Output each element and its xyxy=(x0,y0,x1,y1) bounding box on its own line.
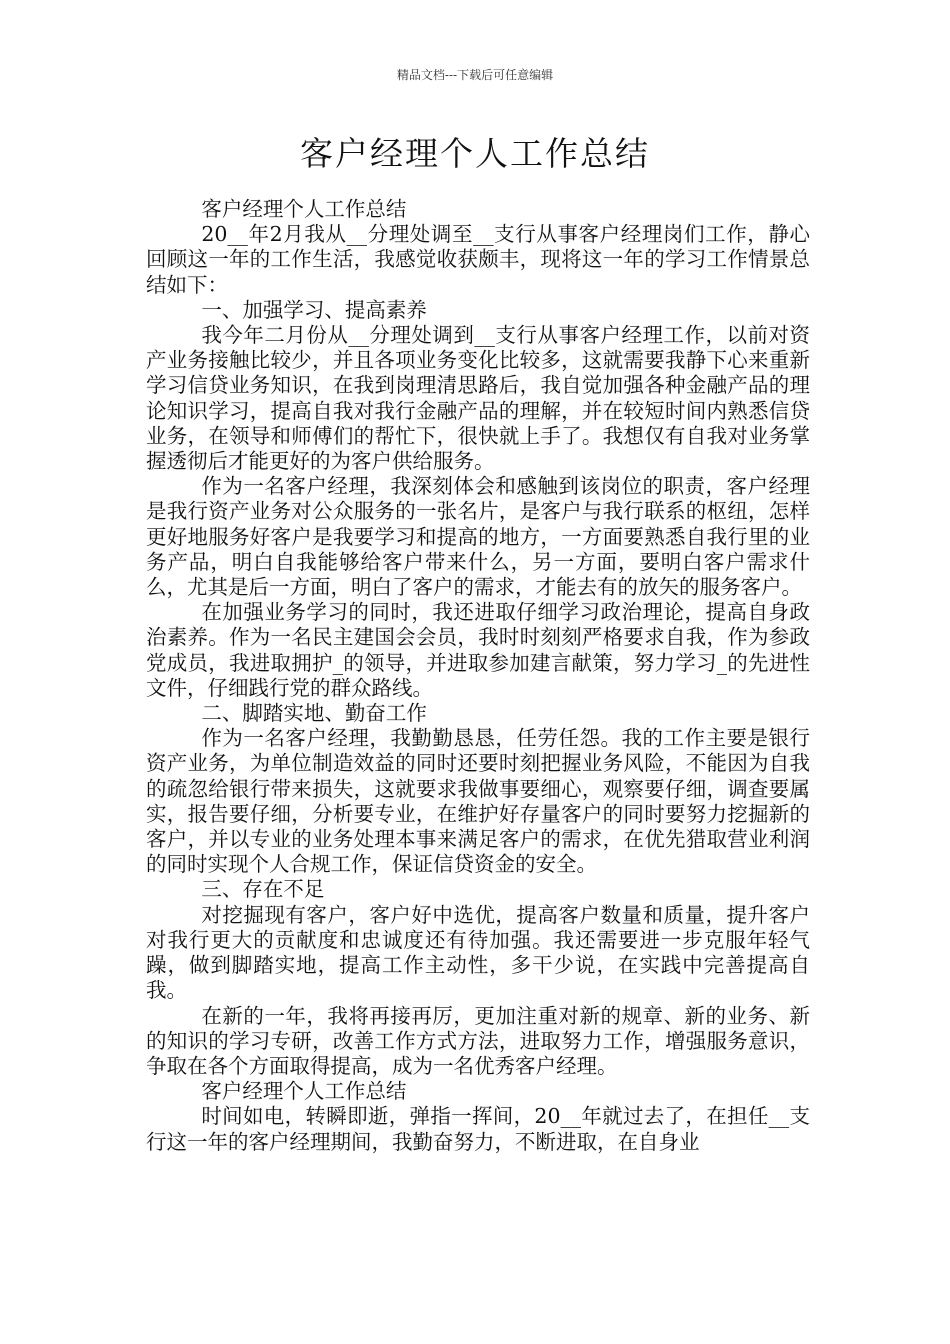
section-heading-2: 二、脚踏实地、勤奋工作 xyxy=(201,701,427,726)
paragraph: 时间如电，转瞬即逝，弹指一挥间，20__年就过去了，在担任__支行这一年的客户经理期间，我勤奋努力，不断进取，在自身业 xyxy=(146,1104,810,1154)
paragraph: 在新的一年，我将再接再厉，更加注重对新的规章、新的业务、新的知识的学习专研，改善工作方式方法，进取努力工作，增强服务意识，争取在各个方面取得提高，成为一名优秀客户经理。 xyxy=(146,1003,810,1078)
section-heading-3: 三、存在不足 xyxy=(201,877,325,902)
paragraph-intro: 20__年2月我从__分理处调至__支行从事客户经理岗们工作，静心回顾这一年的工作生活，我感觉收获颇丰，现将这一年的学习工作情景总结如下： xyxy=(146,222,810,297)
paragraph: 对挖掘现有客户，客户好中选优，提高客户数量和质量，提升客户对我行更大的贡献度和忠诚度还有待加强。我还需要进一步克服年轻气躁，做到脚踏实地，提高工作主动性，多干少说，在实践中完善提高自我。 xyxy=(146,902,810,1003)
paragraph: 我今年二月份从__分理处调到__支行从事客户经理工作，以前对资产业务接触比较少，并且各项业务变化比较多，这就需要我静下心来重新学习信贷业务知识，在我到岗理清思路后，我自觉加强各种金融产品的理论知识学习，提高自我对我行金融产品的理解，并在较短时间内熟悉信贷业务，在领导和师傅们的帮忙下，很快就上手了。我想仅有自我对业务掌握透彻后才能更好的为客户供给服务。 xyxy=(146,323,810,474)
paragraph-subtitle-2: 客户经理个人工作总结 xyxy=(201,1079,407,1104)
section-heading-1: 一、加强学习、提高素养 xyxy=(201,297,427,322)
document-body xyxy=(146,197,810,1155)
paragraph-subtitle: 客户经理个人工作总结 xyxy=(201,197,407,221)
paragraph: 作为一名客户经理，我勤勤恳恳，任劳任怨。我的工作主要是银行资产业务，为单位制造效益的同时还要时刻把握业务风险，不能因为自我的疏忽给银行带来损失，这就要求我做事要细心，观察要仔细，调查要属实，报告要仔细，分析要专业，在维护好存量客户的同时要努力挖掘新的客户，并以专业的业务处理本事来满足客户的需求，在优先猎取营业利润的同时实现个人合规工作，保证信贷资金的安全。 xyxy=(146,726,810,877)
paragraph: 作为一名客户经理，我深刻体会和感触到该岗位的职责，客户经理是我行资产业务对公众服务的一张名片，是客户与我行联系的枢纽，怎样更好地服务好客户是我要学习和提高的地方，一方面要熟悉自我行里的业务产品，明白自我能够给客户带来什么，另一方面，要明白客户需求什么，尤其是后一方面，明白了客户的需求，才能去有的放矢的服务客户。 xyxy=(146,474,810,600)
page-header: 精品文档---下载后可任意编辑 xyxy=(396,68,554,82)
document-title: 客户经理个人工作总结 xyxy=(300,134,650,173)
paragraph: 在加强业务学习的同时，我还进取仔细学习政治理论，提高自身政治素养。作为一名民主建国会会员，我时时刻刻严格要求自我，作为参政党成员，我进取拥护_的领导，并进取参加建言献策，努力学习_的先进性文件，仔细践行党的群众路线。 xyxy=(146,600,810,700)
